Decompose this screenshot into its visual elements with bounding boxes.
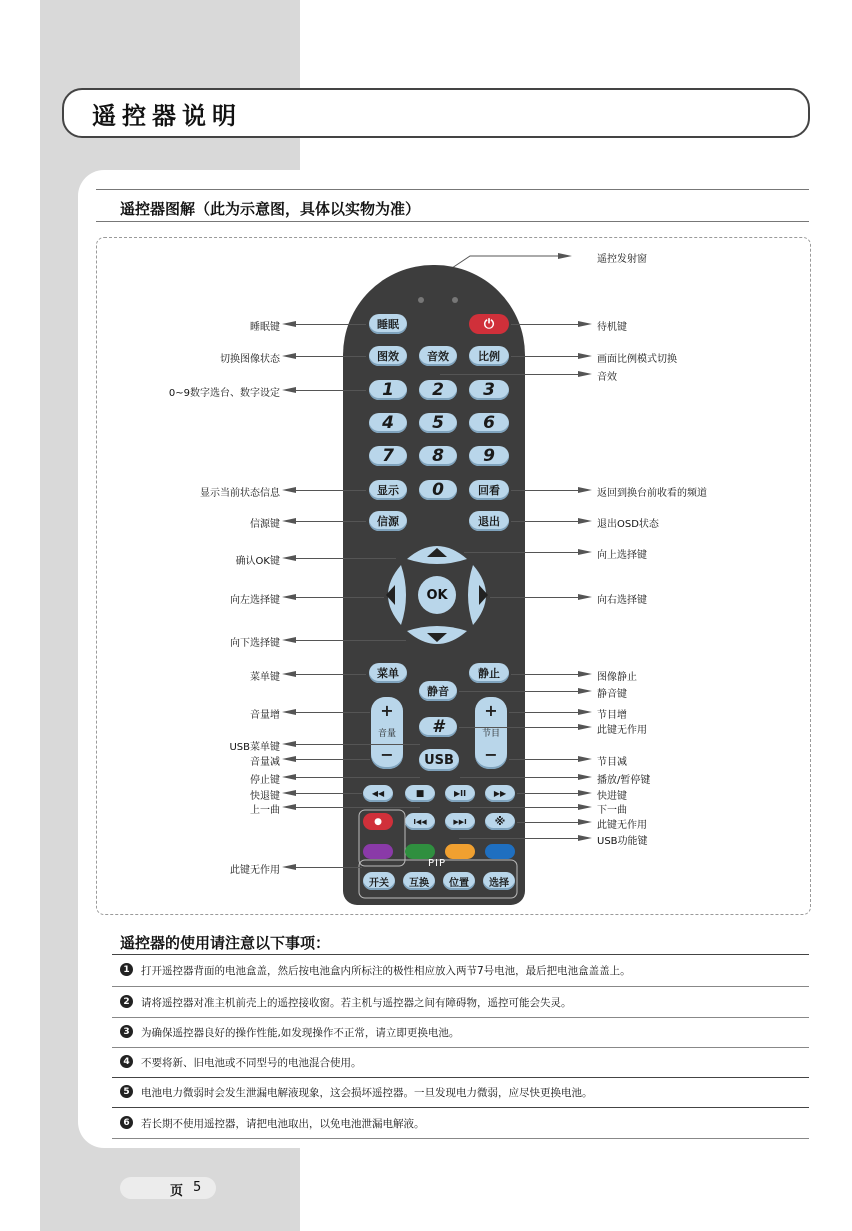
- label-vol-up: 音量增: [250, 710, 280, 721]
- arrowhead: [282, 864, 296, 870]
- ir-indicator-dot: [418, 297, 424, 303]
- play-pause-button[interactable]: ▶II: [445, 785, 475, 802]
- arrowhead: [578, 790, 592, 796]
- recall-button[interactable]: 回看: [469, 480, 509, 500]
- mute-button[interactable]: 静音: [419, 681, 457, 701]
- callout-line: [296, 490, 366, 491]
- arrowhead: [282, 756, 296, 762]
- note-divider: [112, 1017, 809, 1018]
- arrowhead: [578, 518, 592, 524]
- callout-line: [296, 674, 366, 675]
- ir-indicator-dot: [452, 297, 458, 303]
- callout-line: [511, 521, 581, 522]
- digit-8-button[interactable]: 8: [419, 446, 457, 466]
- arrowhead: [282, 671, 296, 677]
- digit-9-button[interactable]: 9: [469, 446, 509, 466]
- label-mute: 静音键: [597, 689, 627, 700]
- note-text: 不要将新、旧电池或不同型号的电池混合使用。: [141, 1057, 362, 1069]
- pip-onoff-button[interactable]: 开关: [363, 872, 395, 890]
- record-button[interactable]: ●: [363, 813, 393, 830]
- usb-button[interactable]: USB: [419, 749, 459, 771]
- rewind-button[interactable]: ◀◀: [363, 785, 393, 802]
- digit-3-button[interactable]: 3: [469, 380, 509, 400]
- callout-line: [296, 807, 420, 808]
- hash-button[interactable]: #: [419, 717, 457, 737]
- callout-line: [296, 356, 366, 357]
- callout-line: [296, 558, 396, 559]
- label-prev: 上一曲: [250, 805, 280, 816]
- label-ok: 确认OK键: [235, 556, 280, 567]
- callout-line: [459, 727, 581, 728]
- green-key[interactable]: [405, 844, 435, 859]
- page-number: 5: [193, 1180, 202, 1195]
- label-left: 向左选择键: [230, 595, 280, 606]
- arrowhead: [578, 688, 592, 694]
- label-ratio: 画面比例模式切换: [597, 354, 677, 365]
- channel-label: 节目: [481, 729, 500, 739]
- label-recall: 返回到换台前收看的频道: [597, 488, 707, 499]
- sound-mode-button[interactable]: 音效: [419, 346, 457, 366]
- pip-label: PIP: [428, 858, 447, 869]
- ir-arrowhead: [558, 253, 572, 259]
- diagram-section-title: 遥控器图解（此为示意图，具体以实物为准）: [120, 200, 421, 218]
- yellow-key[interactable]: [445, 844, 475, 859]
- notes-rule: [112, 954, 809, 955]
- arrowhead: [282, 518, 296, 524]
- note-number-badge: 2: [120, 995, 133, 1008]
- digit-0-button[interactable]: 0: [419, 480, 457, 500]
- digit-2-button[interactable]: 2: [419, 380, 457, 400]
- callout-line: [511, 674, 581, 675]
- label-play-pause: 播放/暂停键: [597, 775, 651, 786]
- digit-4-button[interactable]: 4: [369, 413, 407, 433]
- exit-button[interactable]: 退出: [469, 511, 509, 531]
- arrowhead: [282, 790, 296, 796]
- label-ch-down: 节目减: [597, 757, 627, 768]
- note-number-badge: 1: [120, 963, 133, 976]
- display-button[interactable]: 显示: [369, 480, 407, 500]
- label-digits: 0~9数字选台、数字设定: [168, 388, 280, 399]
- note-text: 为确保遥控器良好的操作性能,如发现操作不正常，请立即更换电池。: [141, 1027, 460, 1039]
- label-next: 下一曲: [597, 805, 627, 816]
- callout-line: [509, 712, 581, 713]
- note-number-badge: 3: [120, 1025, 133, 1038]
- arrowhead: [578, 549, 592, 555]
- previous-track-button[interactable]: I◀◀: [405, 813, 435, 830]
- arrowhead: [282, 555, 296, 561]
- ok-button[interactable]: OK: [418, 576, 456, 614]
- label-picture: 切换图像状态: [220, 354, 280, 365]
- menu-button[interactable]: 菜单: [369, 663, 407, 683]
- label-stop: 停止键: [250, 775, 280, 786]
- arrowhead: [282, 804, 296, 810]
- label-usb-menu: USB菜单键: [229, 742, 280, 753]
- arrowhead: [578, 819, 592, 825]
- callout-line: [517, 822, 581, 823]
- arrowhead: [578, 835, 592, 841]
- label-standby: 待机键: [597, 322, 627, 333]
- callout-line: [296, 597, 384, 598]
- picture-mode-button[interactable]: 图效: [369, 346, 407, 366]
- callout-line: [296, 390, 366, 391]
- arrowhead: [578, 671, 592, 677]
- callout-line: [490, 597, 581, 598]
- label-fast-forward: 快进键: [597, 791, 627, 802]
- label-no-function: 此键无作用: [230, 865, 280, 876]
- label-source: 信源键: [250, 519, 280, 530]
- page-label: 页: [170, 1184, 184, 1199]
- label-right: 向右选择键: [597, 595, 647, 606]
- callout-line: [296, 759, 370, 760]
- label-menu: 菜单键: [250, 672, 280, 683]
- next-track-button[interactable]: ▶▶I: [445, 813, 475, 830]
- callout-line: [296, 324, 366, 325]
- volume-down-icon[interactable]: −: [380, 745, 394, 764]
- label-hash-no-function: 此键无作用: [597, 725, 647, 736]
- page-number-pill: [120, 1177, 216, 1199]
- label-exit: 退出OSD状态: [597, 519, 659, 530]
- channel-up-icon[interactable]: +: [484, 701, 498, 720]
- note-divider: [112, 1138, 809, 1139]
- callout-line: [509, 759, 581, 760]
- arrowhead: [282, 487, 296, 493]
- arrowhead: [282, 353, 296, 359]
- note-divider: [112, 1077, 809, 1078]
- source-button[interactable]: 信源: [369, 511, 407, 531]
- label-display: 显示当前状态信息: [200, 488, 280, 499]
- callout-line: [459, 838, 581, 839]
- note-text: 打开遥控器背面的电池盒盖，然后按电池盒内所标注的极性相应放入两节7号电池，最后把电池盒盖盖上。: [141, 965, 631, 977]
- arrowhead: [578, 353, 592, 359]
- arrowhead: [282, 637, 296, 643]
- note-divider: [112, 986, 809, 987]
- notes-section-title: 遥控器的使用请注意以下事项：: [120, 934, 331, 952]
- arrowhead: [578, 487, 592, 493]
- arrowhead: [578, 774, 592, 780]
- label-star-no-function: 此键无作用: [597, 820, 647, 831]
- channel-rocker[interactable]: [475, 697, 507, 769]
- callout-line: [440, 374, 581, 375]
- arrowhead: [282, 594, 296, 600]
- star-button[interactable]: ※: [485, 813, 515, 830]
- channel-down-icon[interactable]: −: [484, 745, 498, 764]
- volume-up-icon[interactable]: +: [380, 701, 394, 720]
- note-text: 若长期不使用遥控器，请把电池取出，以免电池泄漏电解液。: [141, 1118, 425, 1130]
- ir-window-line: [440, 248, 600, 272]
- callout-line: [459, 691, 581, 692]
- volume-label: 音量: [377, 729, 396, 739]
- digit-1-button[interactable]: 1: [369, 380, 407, 400]
- label-rewind: 快退键: [250, 791, 280, 802]
- page-title: 遥控器说明: [92, 101, 242, 130]
- arrowhead: [282, 709, 296, 715]
- callout-line: [296, 744, 420, 745]
- note-number-badge: 4: [120, 1055, 133, 1068]
- label-sleep: 睡眠键: [250, 322, 280, 333]
- callout-line: [296, 712, 370, 713]
- fast-forward-button[interactable]: ▶▶: [485, 785, 515, 802]
- callout-line: [296, 867, 362, 868]
- label-up: 向上选择键: [597, 550, 647, 561]
- arrowhead: [282, 387, 296, 393]
- label-freeze: 图像静止: [597, 672, 637, 683]
- digit-6-button[interactable]: 6: [469, 413, 509, 433]
- label-ir-window: 遥控发射窗: [597, 254, 647, 265]
- arrowhead: [578, 756, 592, 762]
- callout-line: [296, 521, 366, 522]
- arrowhead: [578, 371, 592, 377]
- callout-line: [464, 552, 581, 553]
- note-text: 请将遥控器对准主机前壳上的遥控接收窗。若主机与遥控器之间有障碍物，遥控可能会失灵。: [141, 997, 572, 1009]
- section-rule-bottom: [96, 221, 809, 222]
- arrowhead: [578, 724, 592, 730]
- label-down: 向下选择键: [230, 638, 280, 649]
- section-rule-top: [96, 189, 809, 190]
- label-sound: 音效: [597, 372, 617, 383]
- digit-7-button[interactable]: 7: [369, 446, 407, 466]
- callout-line: [296, 793, 362, 794]
- callout-line: [511, 324, 581, 325]
- arrowhead: [578, 594, 592, 600]
- arrowhead: [578, 804, 592, 810]
- note-divider: [112, 1047, 809, 1048]
- callout-line: [296, 640, 406, 641]
- note-text: 电池电力微弱时会发生泄漏电解液现象，这会损坏遥控器。一旦发现电力微弱，应尽快更换电池。: [141, 1087, 593, 1099]
- purple-key[interactable]: [363, 844, 393, 859]
- arrowhead: [578, 321, 592, 327]
- stop-button[interactable]: ■: [405, 785, 435, 802]
- pip-swap-button[interactable]: 互换: [403, 872, 435, 890]
- callout-line: [511, 490, 581, 491]
- pip-position-button[interactable]: 位置: [443, 872, 475, 890]
- blue-key[interactable]: [485, 844, 515, 859]
- arrowhead: [282, 741, 296, 747]
- callout-line: [460, 807, 581, 808]
- note-number-badge: 6: [120, 1116, 133, 1129]
- note-number-badge: 5: [120, 1085, 133, 1098]
- callout-line: [296, 777, 420, 778]
- note-divider: [112, 1107, 809, 1108]
- pip-select-button[interactable]: 选择: [483, 872, 515, 890]
- arrowhead: [282, 774, 296, 780]
- volume-rocker[interactable]: [371, 697, 403, 769]
- callout-line: [460, 777, 581, 778]
- sleep-button[interactable]: 睡眠: [369, 314, 407, 334]
- label-vol-down: 音量减: [250, 757, 280, 768]
- arrowhead: [578, 709, 592, 715]
- callout-line: [517, 793, 581, 794]
- digit-5-button[interactable]: 5: [419, 413, 457, 433]
- power-button[interactable]: ⏻: [469, 314, 509, 334]
- aspect-ratio-button[interactable]: 比例: [469, 346, 509, 366]
- freeze-button[interactable]: 静止: [469, 663, 509, 683]
- arrowhead: [282, 321, 296, 327]
- label-ch-up: 节目增: [597, 710, 627, 721]
- callout-line: [511, 356, 581, 357]
- label-usb-function: USB功能键: [597, 836, 648, 847]
